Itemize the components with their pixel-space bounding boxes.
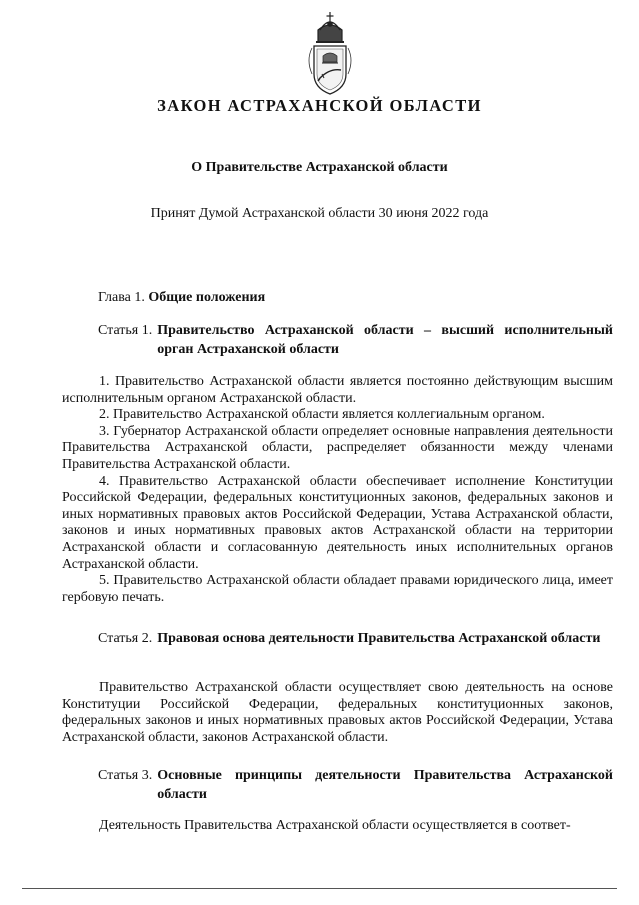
article-body	[62, 680, 613, 746]
article-heading	[98, 629, 613, 648]
coat-of-arms-emblem	[300, 8, 360, 98]
footer-divider	[22, 888, 617, 889]
article-heading	[98, 321, 613, 359]
article-name: Правительство Астраханской области – высший исполнительный орган Астраханской области	[157, 323, 613, 357]
article-body	[62, 374, 613, 606]
article-label: Статья 3.	[98, 768, 153, 783]
paragraph: 3. Губернатор Астраханской области определяет основные направления деятельности Правительства Астраханской области, распределяет обязанности между членами Правительства Астраханской области.	[62, 423, 613, 472]
chapter-heading	[98, 288, 613, 307]
article-label: Статья 1.	[98, 323, 153, 338]
paragraph: Деятельность Правительства Астраханской области осуществляется в соответ-	[99, 818, 571, 833]
paragraph: 4. Правительство Астраханской области обеспечивает исполнение Конституции Российской Федерации, федеральных конституционных законов, федеральных законов и иных нормативных правовых актов Российской Федерации, Устава Астраханской области, законов и иных нормативных правовых актов Астраханской области на территории Астраханской области и согласованную деятельность иных исполнительных органов Астраханской области.	[62, 473, 613, 572]
paragraph: Правительство Астраханской области осуществляет свою деятельность на основе Конституции Российской Федерации, федеральных конституционных законов, федеральных законов и иных нормативных правовых актов Российской Федерации, Устава Астраханской области, законов Астраханской области.	[62, 680, 613, 745]
adoption-note: Принят Думой Астраханской области 30 июня 2022 года	[150, 206, 489, 221]
article-heading	[98, 766, 613, 804]
paragraph: 1. Правительство Астраханской области является постоянно действующим высшим исполнительным органом Астраханской области.	[62, 374, 613, 406]
paragraph: 5. Правительство Астраханской области обладает правами юридического лица, имеет гербовую печать.	[62, 573, 613, 605]
article-body	[62, 818, 613, 835]
article-label: Статья 2.	[98, 631, 153, 646]
chapter-name: Общие положения	[148, 290, 266, 305]
article-name: Основные принципы деятельности Правительства Астраханской области	[157, 768, 613, 802]
law-title: ЗАКОН АСТРАХАНСКОЙ ОБЛАСТИ	[157, 96, 482, 115]
article-name: Правовая основа деятельности Правительства Астраханской области	[157, 631, 601, 646]
law-subtitle: О Правительстве Астраханской области	[191, 160, 448, 175]
paragraph: 2. Правительство Астраханской области является коллегиальным органом.	[99, 407, 545, 423]
chapter-label: Глава 1.	[98, 290, 145, 305]
